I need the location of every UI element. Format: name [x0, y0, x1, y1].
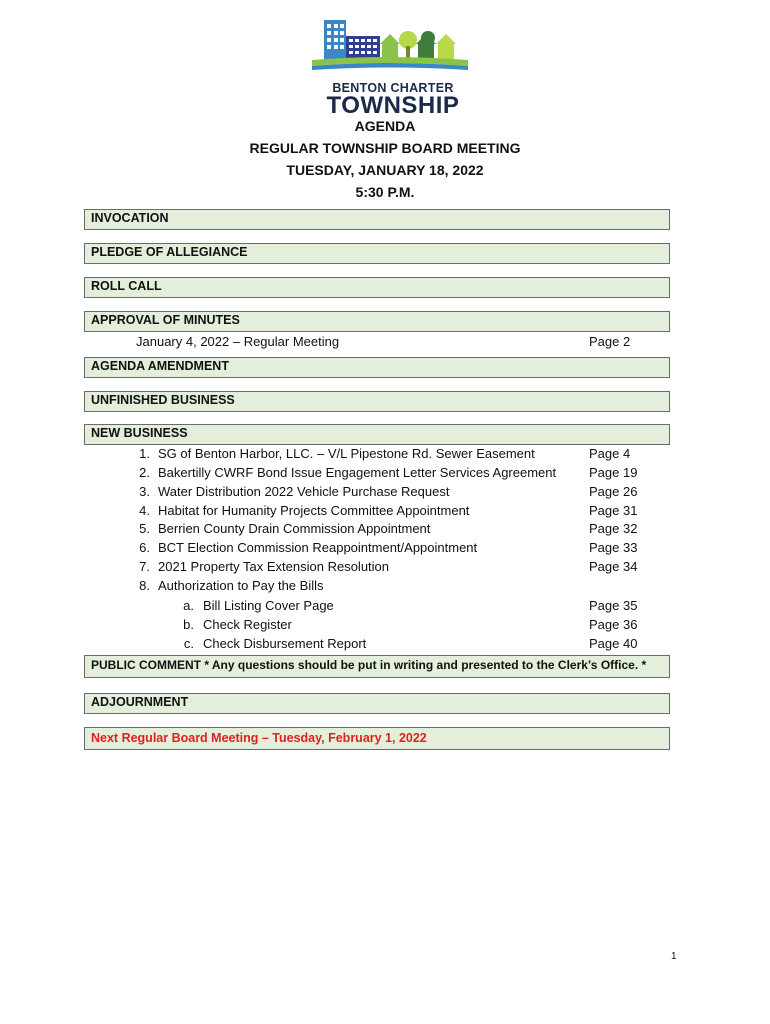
- item-page-ref: Page 26: [589, 484, 638, 499]
- item-number: 4.: [139, 503, 150, 518]
- list-item: Habitat for Humanity Projects Committee Appointment: [158, 503, 470, 518]
- item-page-ref: Page 33: [589, 540, 638, 555]
- list-item: BCT Election Commission Reappointment/Appointment: [158, 540, 478, 555]
- meeting-time: 5:30 P.M.: [355, 184, 415, 200]
- subitem-letter: b.: [183, 617, 194, 632]
- next-meeting-notice: Next Regular Board Meeting – Tuesday, February 1, 2022: [84, 727, 670, 750]
- page-number: 1: [671, 951, 677, 962]
- subitem-page-ref: Page 35: [589, 598, 638, 613]
- subitem-letter: c.: [183, 636, 194, 651]
- subitem-page-ref: Page 40: [589, 636, 638, 651]
- township-logo: [312, 18, 468, 119]
- subitem-page-ref: Page 36: [589, 617, 638, 632]
- section-approval-of-minutes: APPROVAL OF MINUTES: [84, 311, 670, 332]
- item-number: 6.: [139, 540, 150, 555]
- minutes-page-ref: Page 2: [589, 334, 631, 349]
- subitem-letter: a.: [183, 598, 194, 613]
- section-agenda-amendment: AGENDA AMENDMENT: [84, 357, 670, 378]
- section-new-business: NEW BUSINESS: [84, 424, 670, 445]
- meeting-date: TUESDAY, JANUARY 18, 2022: [286, 162, 484, 178]
- sub-list-item: Check Disbursement Report: [203, 636, 367, 651]
- list-item: Berrien County Drain Commission Appointment: [158, 521, 431, 536]
- sub-list-item: Bill Listing Cover Page: [203, 598, 334, 613]
- section-pledge-of-allegiance: PLEDGE OF ALLEGIANCE: [84, 243, 670, 264]
- item-number: 1.: [139, 446, 150, 461]
- list-item: 2021 Property Tax Extension Resolution: [158, 559, 390, 574]
- item-page-ref: Page 34: [589, 559, 638, 574]
- item-number: 3.: [139, 484, 150, 499]
- item-number: 8.: [139, 578, 150, 593]
- sub-list-item: Check Register: [203, 617, 292, 632]
- meeting-title: REGULAR TOWNSHIP BOARD MEETING: [249, 140, 521, 156]
- item-page-ref: Page 32: [589, 521, 638, 536]
- section-public-comment: [84, 655, 670, 678]
- list-item: Authorization to Pay the Bills: [158, 578, 324, 593]
- logo-text-township: TOWNSHIP: [326, 92, 460, 119]
- item-page-ref: Page 31: [589, 503, 638, 518]
- list-item: Water Distribution 2022 Vehicle Purchase Request: [158, 484, 450, 499]
- logo-text-benton-charter: BENTON CHARTER: [332, 81, 454, 95]
- item-number: 5.: [139, 521, 150, 536]
- section-adjournment: ADJOURNMENT: [84, 693, 670, 714]
- section-invocation: INVOCATION: [84, 209, 670, 230]
- list-item: Bakertilly CWRF Bond Issue Engagement Letter Services Agreement: [158, 465, 557, 480]
- section-unfinished-business: UNFINISHED BUSINESS: [84, 391, 670, 412]
- section-roll-call: ROLL CALL: [84, 277, 670, 298]
- skyline-trees-icon: [312, 18, 468, 80]
- public-comment-title: PUBLIC COMMENT: [91, 658, 201, 672]
- item-number: 2.: [139, 465, 150, 480]
- item-page-ref: Page 19: [589, 465, 638, 480]
- list-item: SG of Benton Harbor, LLC. – V/L Pipestone Rd. Sewer Easement: [158, 446, 535, 461]
- public-comment-note: * Any questions should be put in writing and presented to the Clerk’s Office. *: [201, 658, 647, 672]
- agenda-title: AGENDA: [354, 118, 416, 134]
- minutes-item: January 4, 2022 – Regular Meeting: [136, 334, 340, 349]
- item-page-ref: Page 4: [589, 446, 631, 461]
- item-number: 7.: [139, 559, 150, 574]
